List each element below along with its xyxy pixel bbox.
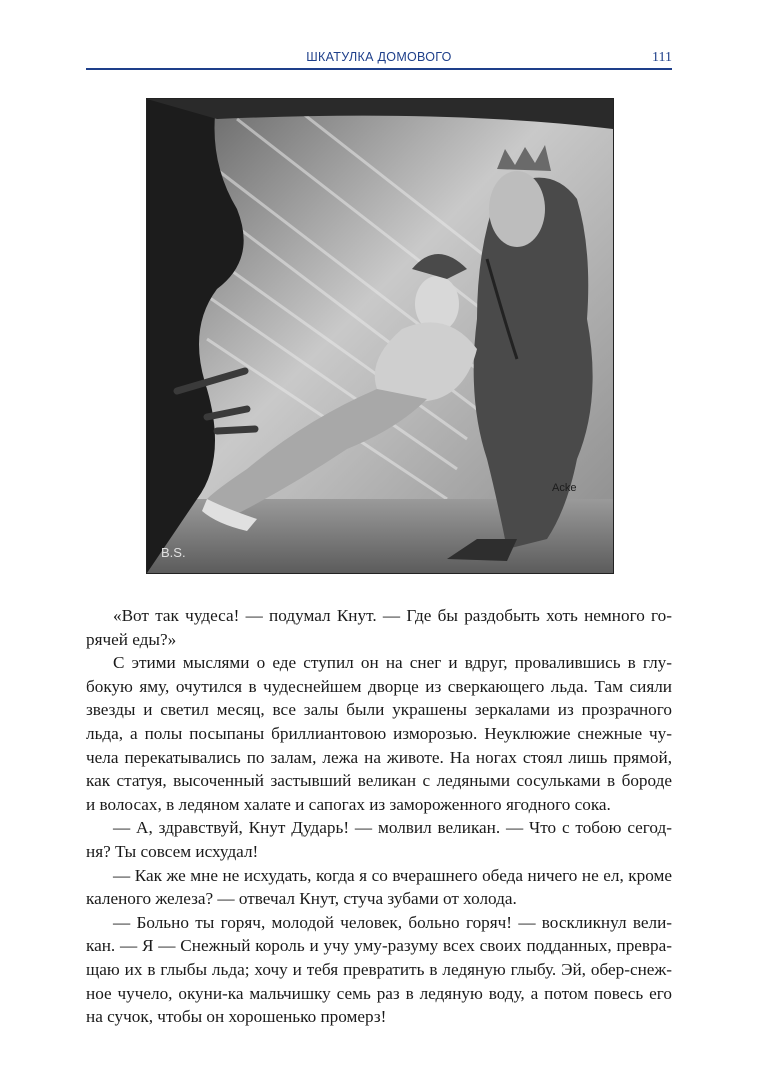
text-line: звезды и светил месяц, все залы были украшены зеркалами из прозрачного <box>86 700 672 720</box>
text-line: щаю их в глыбы льда; хочу и тебя превратить в ледяную глыбу. Эй, обер-снеж- <box>86 959 672 979</box>
body-text <box>86 604 672 1029</box>
text-line: ня? Ты совсем исхудал! <box>86 841 259 861</box>
text-line: рячей еды?» <box>86 629 177 649</box>
header-rule <box>86 68 672 70</box>
text-line: — Как же мне не исхудать, когда я со вчерашнего обеда ничего не ел, кроме <box>113 865 672 885</box>
text-line: — А, здравствуй, Кнут Дударь! — молвил великан. — Что с тобою сегод- <box>113 818 672 838</box>
page-number: 111 <box>652 50 672 65</box>
page-header <box>86 50 672 70</box>
illustration <box>146 98 614 574</box>
text-line: и волосах, в ледяном халате и сапогах из замороженного ягодного сока. <box>86 794 611 814</box>
text-line: С этими мыслями о еде ступил он на снег и вдруг, провалившись в глу- <box>113 653 672 673</box>
text-line: — Больно ты горяч, молодой человек, больно горяч! — воскликнул вели- <box>113 912 672 932</box>
signature-right: Acke <box>552 482 577 494</box>
text-line: льда, а полы посыпаны бриллиантовою изморозью. Неуклюжие снежные чу- <box>86 723 672 743</box>
text-line: на сучок, чтобы он хорошенько промерз! <box>86 1007 387 1027</box>
illustration-drawing <box>147 99 613 573</box>
running-head: ШКАТУЛКА ДОМОВОГО <box>306 50 452 64</box>
text-line: «Вот так чудеса! — подумал Кнут. — Где бы раздобыть хоть немного го- <box>113 606 672 625</box>
text-line: бокую яму, очутился в чудеснейшем дворце из сверкающего льда. Там сияли <box>86 676 672 696</box>
text-line: каленого железа? — отвечал Кнут, стуча зубами от холода. <box>86 889 517 909</box>
text-line: как статуя, высоченный застывший великан с ледяными сосульками в бороде <box>86 771 672 791</box>
text-line: чела перекатывались по залам, лежа на животе. На ногах стоял лишь прямой, <box>86 747 672 767</box>
text-line: ное чучело, окуни-ка мальчишку семь раз в ледяную воду, а потом повесь его <box>86 983 672 1003</box>
text-line: кан. — Я — Снежный король и учу уму-разуму всех своих подданных, превра- <box>86 936 672 956</box>
signature-left: B.S. <box>161 545 186 560</box>
